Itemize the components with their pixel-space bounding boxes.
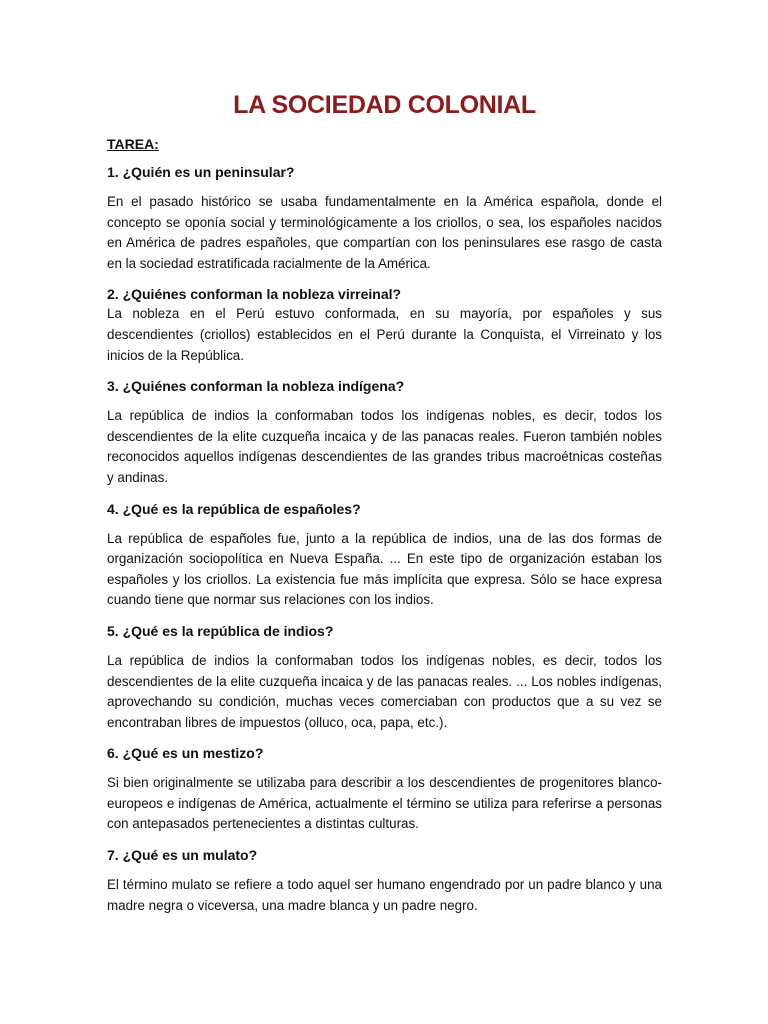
question-4: 4. ¿Qué es la república de españoles? [107, 500, 361, 517]
answer-5: La república de indios la conformaban todos los indígenas nobles, es decir, todos los descendientes de la elite cuzqueña incaica y de las panacas reales. ... Los nobles indígenas, aprovechando su condición, muchas veces comerciaban con productos que a su vez se encontraban libres de impuestos (olluco, oca, papa, etc.). [107, 652, 662, 730]
qa-item-7 [107, 845, 662, 916]
qa-item-2 [107, 284, 662, 366]
tarea-label: TAREA: [107, 136, 159, 152]
answer-7: El término mulato se refiere a todo aquel ser humano engendrado por un padre blanco y una madre negra o viceversa, una madre blanca y un padre negro. [107, 877, 662, 913]
question-1: 1. ¿Quién es un peninsular? [107, 164, 295, 180]
answer-3: La república de indios la conformaban todos los indígenas nobles, es decir, todos los descendientes de la elite cuzqueña incaica y de las panacas reales. Fueron también nobles reconocidos aquellos indígenas descendientes de las grandes tribus macroétnicas costeñas y andinas. [107, 408, 662, 485]
question-5: 5. ¿Qué es la república de indios? [107, 622, 334, 639]
qa-item-1 [107, 162, 662, 274]
question-3: 3. ¿Quiénes conforman la nobleza indígena? [107, 378, 405, 395]
question-7: 7. ¿Qué es un mulato? [107, 847, 258, 864]
answer-4: La república de españoles fue, junto a la república de indios, una de las dos formas de organización sociopolítica en Nueva España. ... En este tipo de organización estaban los españoles y los criollos. La existencia fue más implícita que expresa. Sólo se hace expresa cuando tiene que normar sus relaciones con los indios. [107, 530, 662, 608]
question-6: 6. ¿Qué es un mestizo? [107, 745, 264, 762]
answer-2: La nobleza en el Perú estuvo conformada, en su mayoría, por españoles y sus descendientes (criollos) establecidos en el Perú durante la Conquista, el Virreinato y los inicios de la República. [107, 306, 662, 363]
qa-item-6 [107, 743, 662, 835]
answer-1: En el pasado histórico se usaba fundamentalmente en la América española, donde el concepto se oponía social y terminológicamente a los criollos, o sea, los españoles nacidos en América de padres españoles, que compartían con los peninsulares ese rasgo de casta en la sociedad estratificada racialmente de la América. [107, 194, 662, 271]
page-title: LA SOCIEDAD COLONIAL [233, 91, 536, 119]
qa-item-5 [107, 621, 662, 733]
answer-6: Si bien originalmente se utilizaba para describir a los descendientes de progenitores blanco-europeos e indígenas de América, actualmente el término se utiliza para referirse a personas con antepasados pertenecientes a distintas culturas. [107, 775, 662, 832]
question-2: 2. ¿Quiénes conforman la nobleza virreinal? [107, 286, 402, 303]
qa-item-4 [107, 499, 662, 611]
qa-item-3 [107, 376, 662, 488]
